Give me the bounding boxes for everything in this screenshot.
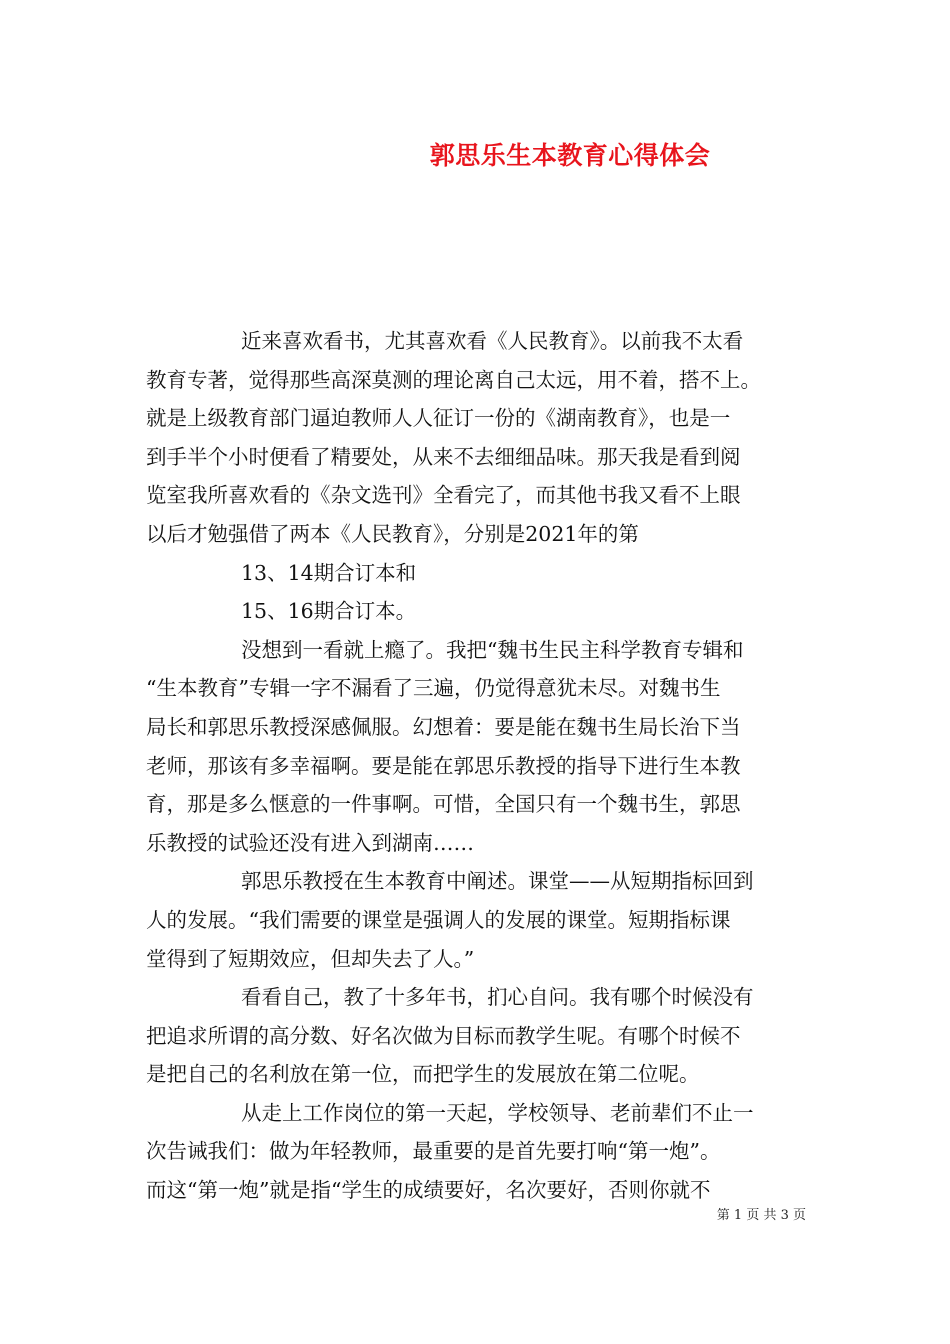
text-line: 是把自己的名利放在第一位，而把学生的发展放在第二位呢。 bbox=[146, 1062, 700, 1087]
text-line: 老师，那该有多幸福啊。要是能在郭思乐教授的指导下进行生本教 bbox=[146, 753, 741, 778]
text-line: 次告诫我们：做为年轻教师，最重要的是首先要打响“第一炮”。 bbox=[146, 1139, 721, 1164]
text-line: 堂得到了短期效应，但却失去了人。” bbox=[146, 946, 475, 971]
text-line: 看看自己，教了十多年书，扪心自问。我有哪个时候没有 bbox=[241, 985, 754, 1010]
page-number-footer: 第 1 页 共 3 页 bbox=[716, 1208, 806, 1223]
text-line: 从走上工作岗位的第一天起，学校领导、老前辈们不止一 bbox=[241, 1100, 754, 1125]
text-line: 郭思乐教授在生本教育中阐述。课堂——从短期指标回到 bbox=[241, 869, 754, 894]
text-line: 近来喜欢看书，尤其喜欢看《人民教育》。以前我不太看 bbox=[241, 329, 744, 353]
text-line: 把追求所谓的高分数、好名次做为目标而教学生呢。有哪个时候不 bbox=[146, 1023, 741, 1048]
text-line: 到手半个小时便看了精要处，从来不去细细品味。那天我是看到阅 bbox=[146, 444, 741, 469]
document-title: 郭思乐生本教育心得体会 bbox=[429, 141, 711, 170]
text-line: 人的发展。“我们需要的课堂是强调人的发展的课堂。短期指标课 bbox=[146, 907, 731, 932]
text-line: 就是上级教育部门逼迫教师人人征订一份的《湖南教育》，也是一 bbox=[146, 406, 731, 431]
text-line: “生本教育”专辑一字不漏看了三遍，仍觉得意犹未尽。对魏书生 bbox=[146, 676, 721, 701]
text-line: 局长和郭思乐教授深感佩服。幻想着：要是能在魏书生局长治下当 bbox=[146, 714, 741, 739]
text-line: 育，那是多么惬意的一件事啊。可惜，全国只有一个魏书生，郭思 bbox=[146, 792, 741, 817]
text-line: 没想到一看就上瘾了。我把“魏书生民主科学教育专辑和 bbox=[241, 637, 744, 662]
text-line: 乐教授的试验还没有进入到湖南…… bbox=[146, 830, 474, 855]
text-line: 15、16期合订本。 bbox=[241, 599, 417, 624]
text-line: 而这“第一炮”就是指“学生的成绩要好，名次要好，否则你就不 bbox=[146, 1178, 711, 1203]
text-line: 13、14期合订本和 bbox=[241, 560, 417, 585]
document-body bbox=[146, 322, 814, 1210]
text-line: 教育专著，觉得那些高深莫测的理论离自己太远，用不着，搭不上。 bbox=[146, 367, 761, 392]
text-line: 览室我所喜欢看的《杂文选刊》全看完了，而其他书我又看不上眼 bbox=[146, 483, 741, 508]
text-line: 以后才勉强借了两本《人民教育》，分别是2021年的第 bbox=[146, 521, 639, 546]
